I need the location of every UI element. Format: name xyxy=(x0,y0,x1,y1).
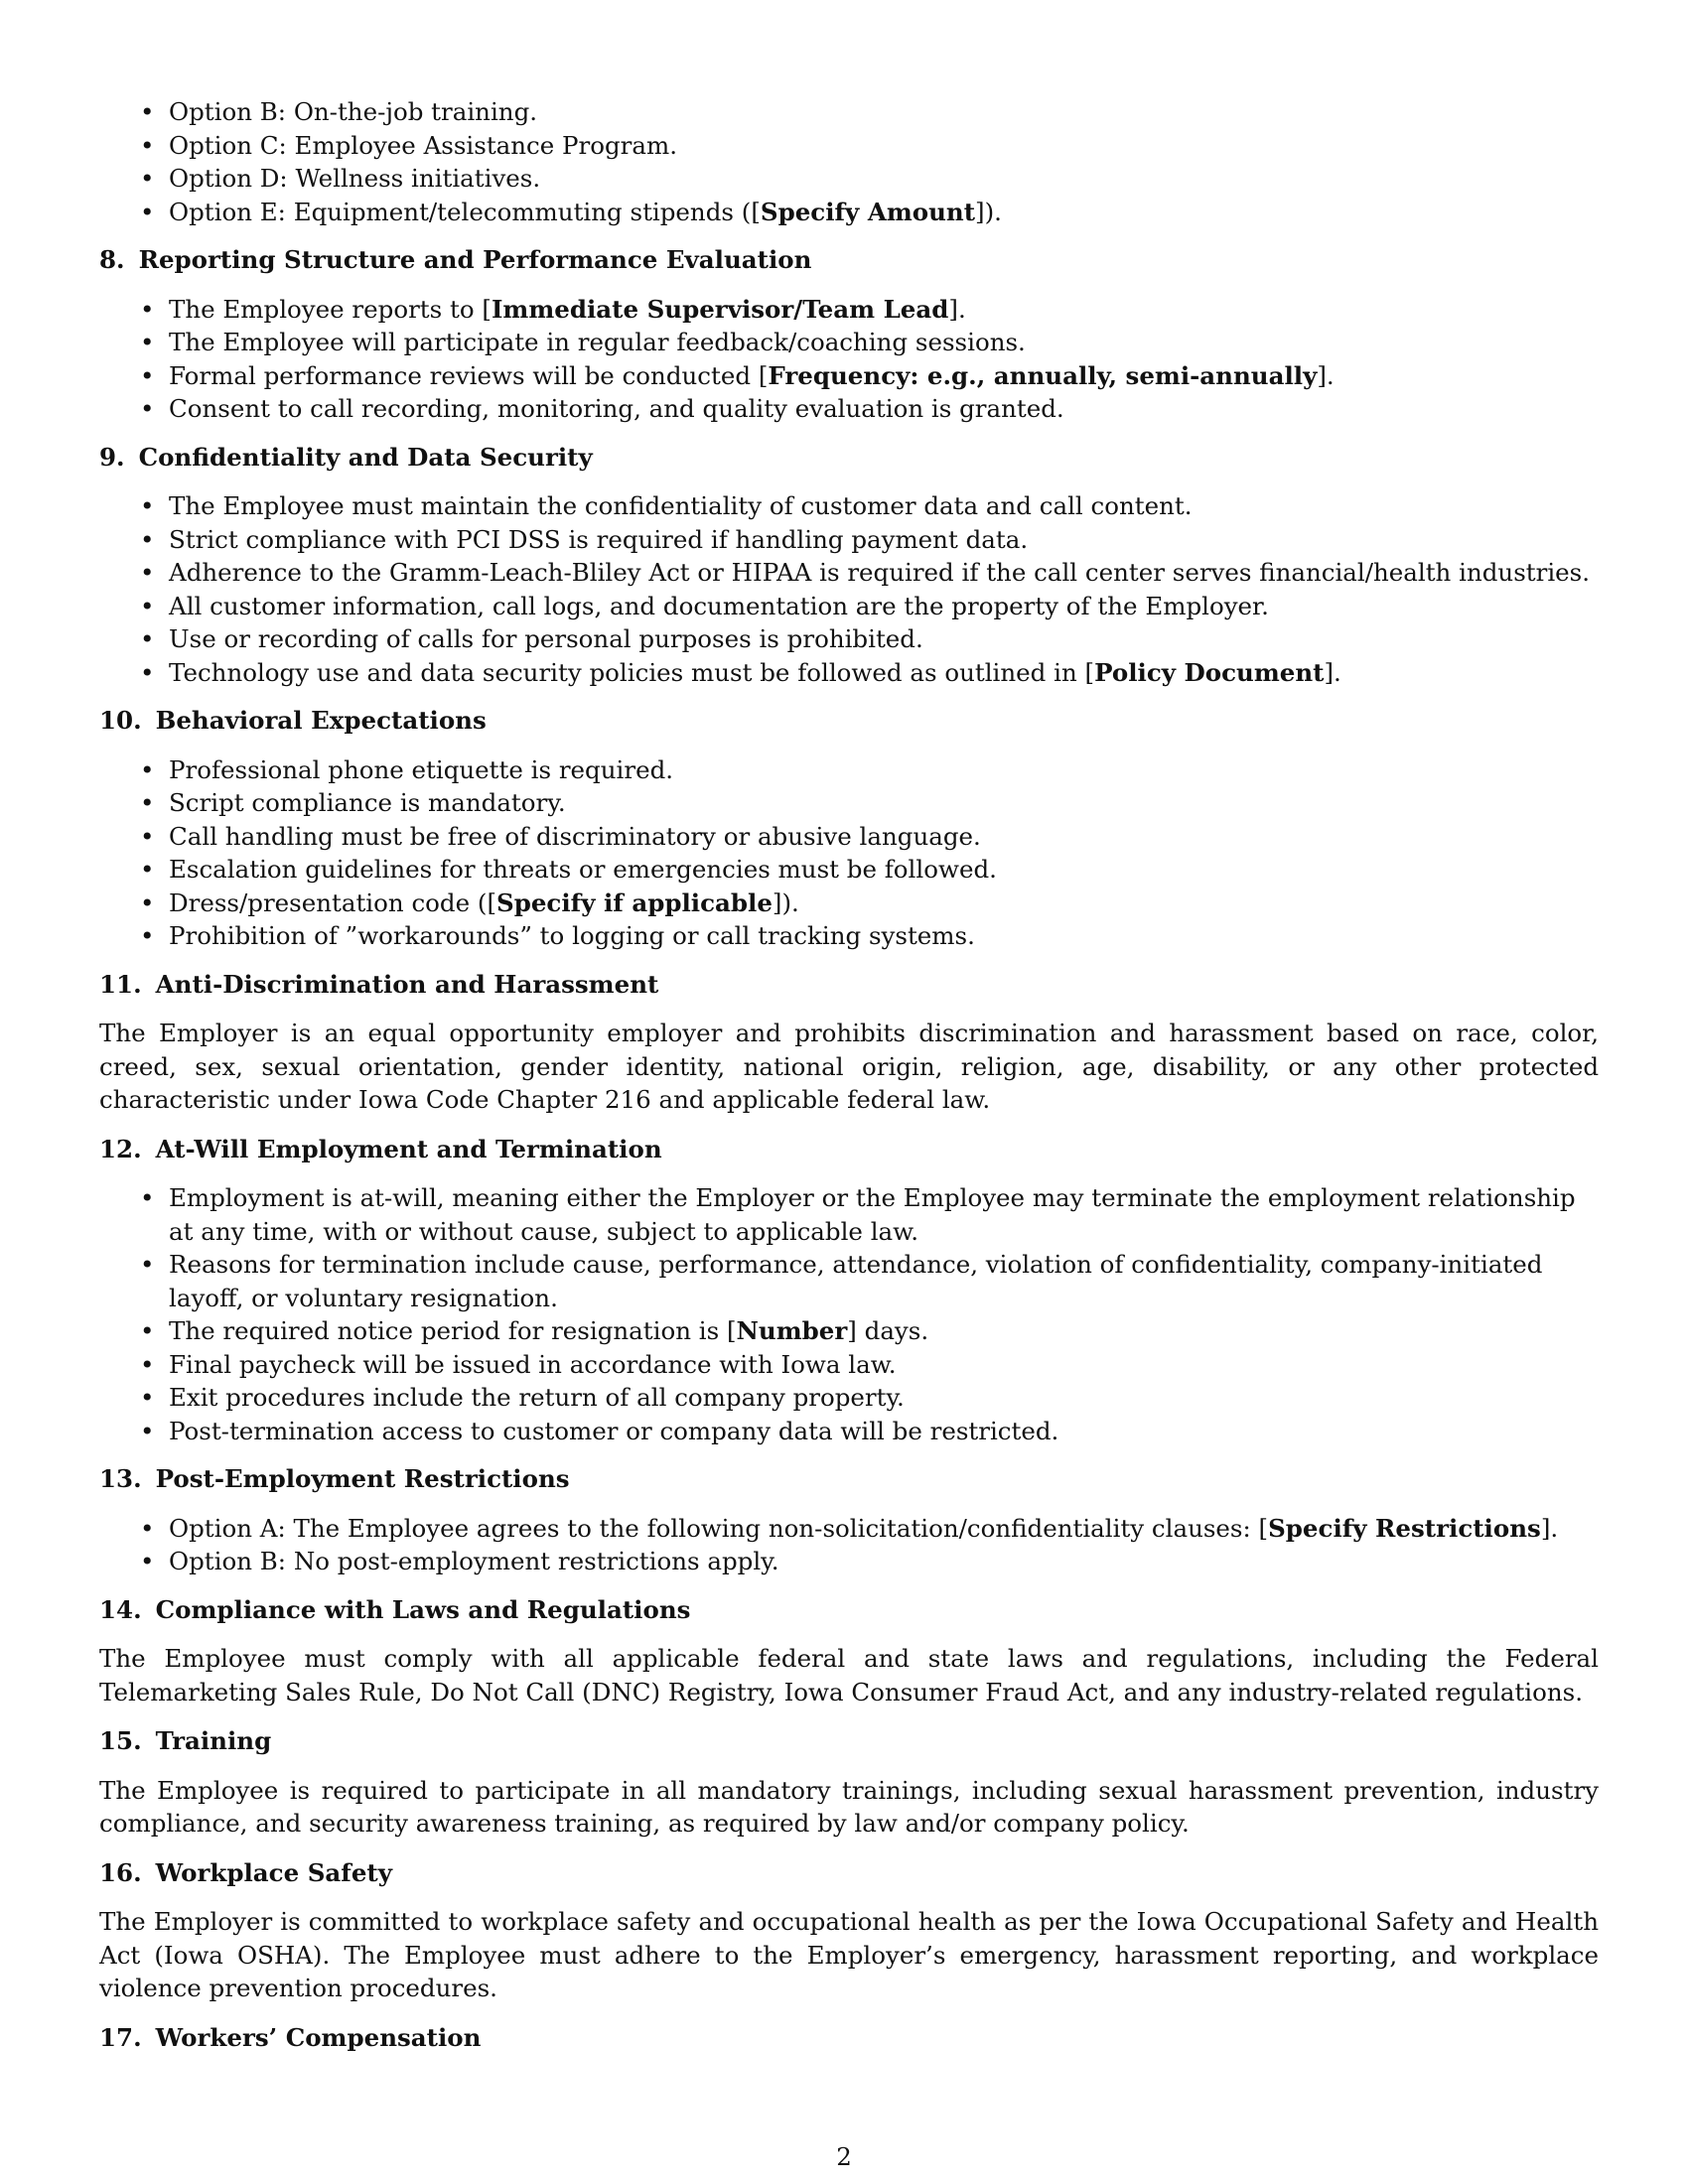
list-item-text: Escalation guidelines for threats or emergencies must be followed. xyxy=(169,855,997,884)
section-at-will-employment-and-termination xyxy=(99,1133,1599,1448)
list-item-text: Dress/presentation code ([ xyxy=(169,887,497,917)
list-item-text: Employment is at-will, meaning either the Employer or the Employee may terminate the employment relationship at any time, with or without cause, subject to applicable law. xyxy=(169,1183,1576,1246)
list-item xyxy=(99,820,1599,854)
list-item-text: The Employee must maintain the confidentiality of customer data and call content. xyxy=(169,491,1193,520)
list-item-text-end: ]. xyxy=(1317,360,1335,390)
list-item xyxy=(99,1181,1599,1248)
list-item xyxy=(99,1348,1599,1382)
list-item-text: Prohibition of ”workarounds” to logging or call tracking systems. xyxy=(169,921,975,950)
placeholder-field: Policy Document xyxy=(1094,657,1325,687)
list-item xyxy=(99,95,1599,129)
list-item xyxy=(99,1381,1599,1415)
section-number: 16. xyxy=(99,1857,142,1887)
list-item-text: The Employee will participate in regular feedback/coaching sessions. xyxy=(169,328,1026,356)
list-item xyxy=(99,1248,1599,1314)
section-heading xyxy=(99,1462,1599,1496)
list-item-text-end: ]). xyxy=(772,887,799,917)
section-behavioral-expectations xyxy=(99,704,1599,953)
list-item-text: All customer information, call logs, and documentation are the property of the Employer. xyxy=(169,591,1269,620)
section-reporting-structure-and-performance-evaluation xyxy=(99,243,1599,426)
list-item xyxy=(99,786,1599,820)
page-number: 2 xyxy=(836,2142,852,2171)
section-number: 9. xyxy=(99,442,125,472)
section-list xyxy=(99,753,1599,953)
list-item xyxy=(99,1314,1599,1348)
list-item xyxy=(99,196,1599,229)
list-item-text: The Employee reports to [ xyxy=(169,294,492,324)
section-post-employment-restrictions xyxy=(99,1462,1599,1578)
placeholder-field: Number xyxy=(736,1316,848,1345)
list-item xyxy=(99,753,1599,787)
list-item-text: Strict compliance with PCI DSS is required if handling payment data. xyxy=(169,524,1029,554)
option-list xyxy=(99,95,1599,228)
section-heading xyxy=(99,1856,1599,1890)
placeholder-field: Frequency: e.g., annually, semi-annually xyxy=(768,360,1318,390)
section-number: 10. xyxy=(99,706,142,735)
list-item xyxy=(99,919,1599,953)
list-item xyxy=(99,359,1599,393)
section-title: Behavioral Expectations xyxy=(155,706,487,735)
section-list xyxy=(99,1512,1599,1578)
list-item-text: Adherence to the Gramm-Leach-Bliley Act or HIPAA is required if the call center serves financial/health industries. xyxy=(169,558,1591,587)
list-item xyxy=(99,887,1599,920)
section-number: 11. xyxy=(99,969,142,999)
list-item-text: Option B: On-the-job training. xyxy=(169,97,538,126)
list-item xyxy=(99,1545,1599,1578)
list-item-text-end: ]. xyxy=(1540,1513,1559,1543)
section-heading xyxy=(99,968,1599,1002)
section-number: 14. xyxy=(99,1594,142,1624)
list-item-text: Formal performance reviews will be conducted [ xyxy=(169,360,769,390)
section-heading xyxy=(99,1724,1599,1758)
section-compliance-with-laws-and-regulations xyxy=(99,1593,1599,1709)
placeholder-field: Specify Restrictions xyxy=(1268,1513,1541,1543)
section-heading xyxy=(99,704,1599,738)
placeholder-field: Immediate Supervisor/Team Lead xyxy=(491,294,949,324)
section-paragraph: The Employer is committed to workplace safety and occupational health as per the Iowa Occupational Safety and Health Act (Iowa OSHA). The Employee must adhere to the Employer’s emergency, harassment reporting, and workplace violence prevention procedures. xyxy=(99,1907,1599,2002)
section-number: 17. xyxy=(99,2022,142,2052)
list-item-text: Use or recording of calls for personal purposes is prohibited. xyxy=(169,624,923,653)
section-confidentiality-and-data-security xyxy=(99,441,1599,690)
section-number: 12. xyxy=(99,1134,142,1163)
list-item xyxy=(99,293,1599,327)
section-title: Training xyxy=(155,1726,272,1755)
list-item-text: Option A: The Employee agrees to the following non-solicitation/confidentiality clauses: [ xyxy=(169,1513,1269,1543)
section-title: Compliance with Laws and Regulations xyxy=(155,1594,691,1624)
placeholder-field: Specify if applicable xyxy=(496,887,773,917)
section-title: Reporting Structure and Performance Evaluation xyxy=(138,245,812,274)
list-item xyxy=(99,326,1599,359)
section-heading xyxy=(99,441,1599,475)
section-number: 8. xyxy=(99,245,125,274)
placeholder-field: Specify Amount xyxy=(760,197,976,226)
list-item-text: Technology use and data security policies must be followed as outlined in [ xyxy=(169,657,1095,687)
list-item xyxy=(99,556,1599,590)
list-item-text: Final paycheck will be issued in accordance with Iowa law. xyxy=(169,1349,897,1379)
list-item-text: Call handling must be free of discriminatory or abusive language. xyxy=(169,821,981,851)
document-page xyxy=(99,95,1599,2070)
section-title: At-Will Employment and Termination xyxy=(155,1134,662,1163)
list-item xyxy=(99,489,1599,523)
section-anti-discrimination-and-harassment xyxy=(99,968,1599,1117)
sections-container xyxy=(99,243,1599,2054)
list-item-text: Option C: Employee Assistance Program. xyxy=(169,130,678,160)
section-title: Anti-Discrimination and Harassment xyxy=(155,969,659,999)
list-item xyxy=(99,392,1599,426)
list-item-text: Reasons for termination include cause, performance, attendance, violation of confidentiality, company-initiated layoff, or voluntary resignation. xyxy=(169,1250,1543,1312)
list-item xyxy=(99,853,1599,887)
list-item-text: Option E: Equipment/telecommuting stipends ([ xyxy=(169,197,761,226)
section-list xyxy=(99,293,1599,426)
list-item xyxy=(99,1512,1599,1546)
list-item-text: Exit procedures include the return of all company property. xyxy=(169,1383,905,1412)
list-item-text: Post-termination access to customer or company data will be restricted. xyxy=(169,1416,1059,1445)
section-paragraph: The Employee must comply with all applicable federal and state laws and regulations, including the Federal Telemarketing Sales Rule, Do Not Call (DNC) Registry, Iowa Consumer Fraud Act, and any industry-related regulations. xyxy=(99,1644,1599,1706)
list-item-text: Option B: No post-employment restrictions apply. xyxy=(169,1547,779,1575)
list-item-text: The required notice period for resignation is [ xyxy=(169,1316,737,1345)
list-item xyxy=(99,622,1599,656)
list-item-text: Consent to call recording, monitoring, and quality evaluation is granted. xyxy=(169,394,1064,423)
section-title: Post-Employment Restrictions xyxy=(155,1464,570,1493)
section-paragraph: The Employee is required to participate in all mandatory trainings, including sexual harassment prevention, industry compliance, and security awareness training, as required by law and/or company policy. xyxy=(99,1775,1599,1838)
section-list xyxy=(99,489,1599,689)
section-heading xyxy=(99,243,1599,277)
section-paragraph: The Employer is an equal opportunity employer and prohibits discrimination and harassment based on race, color, creed, sex, sexual orientation, gender identity, national origin, religion, age, disability, or any other protected characteristic under Iowa Code Chapter 216 and applicable federal law. xyxy=(99,1019,1599,1114)
section-heading xyxy=(99,1133,1599,1166)
section-heading xyxy=(99,2021,1599,2055)
section-workplace-safety xyxy=(99,1856,1599,2005)
section-title: Confidentiality and Data Security xyxy=(138,442,593,472)
list-item xyxy=(99,1415,1599,1448)
list-item-text-end: ]. xyxy=(948,294,966,324)
list-item-text-end: ]. xyxy=(1324,657,1341,687)
list-item xyxy=(99,162,1599,196)
section-number: 15. xyxy=(99,1726,142,1755)
section-title: Workplace Safety xyxy=(155,1857,392,1887)
list-item xyxy=(99,656,1599,690)
list-item xyxy=(99,129,1599,163)
list-item-text: Professional phone etiquette is required. xyxy=(169,754,674,784)
list-item-text-end: ] days. xyxy=(847,1316,929,1345)
list-item-text: Script compliance is mandatory. xyxy=(169,788,566,817)
section-list xyxy=(99,1181,1599,1447)
section-workers-compensation xyxy=(99,2021,1599,2055)
list-item-text-end: ]). xyxy=(975,197,1002,226)
list-item xyxy=(99,523,1599,557)
section-heading xyxy=(99,1593,1599,1627)
list-item xyxy=(99,590,1599,623)
section-training xyxy=(99,1724,1599,1841)
list-item-text: Option D: Wellness initiatives. xyxy=(169,164,541,193)
section-title: Workers’ Compensation xyxy=(155,2022,482,2052)
section-number: 13. xyxy=(99,1464,142,1493)
